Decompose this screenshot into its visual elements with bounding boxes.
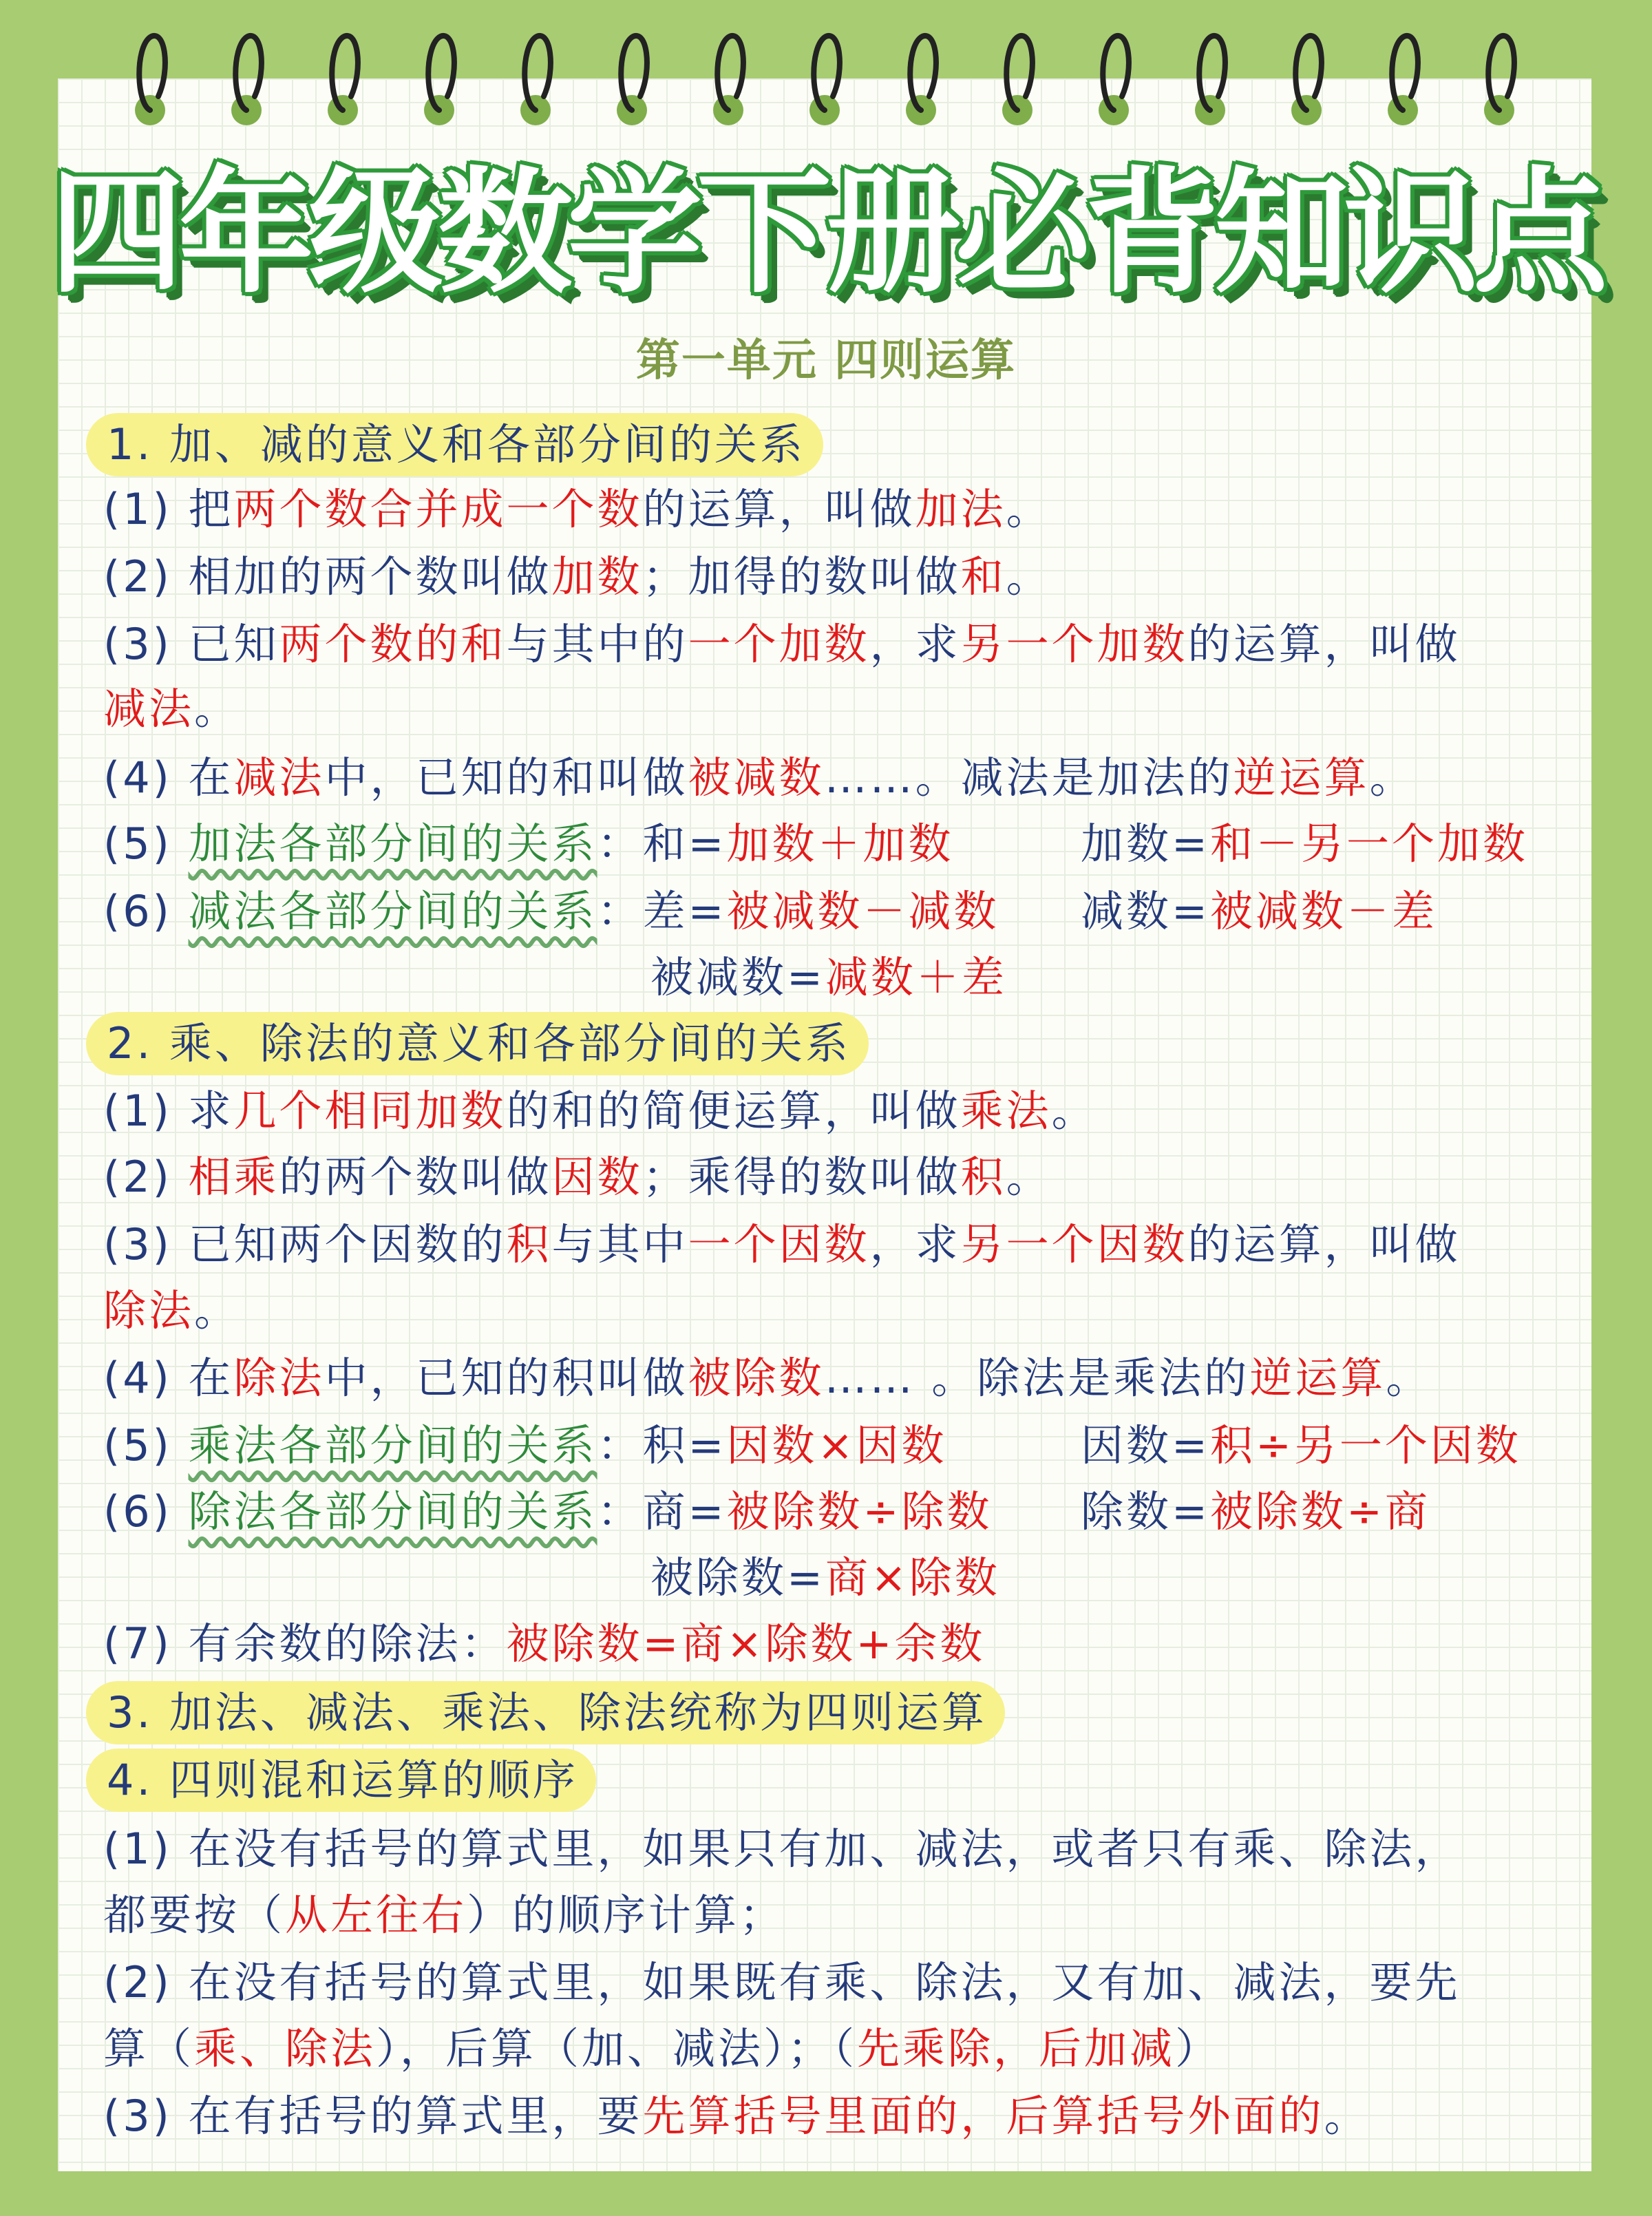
ring-icon xyxy=(805,28,847,131)
s1-point-2: (2) 相加的两个数叫做加数；加得的数叫做和。 xyxy=(103,551,1052,602)
section-1-heading: 1. 加、减的意义和各部分间的关系 xyxy=(86,413,823,476)
ring-icon xyxy=(1480,28,1521,131)
s2-point-3: (3) 已知两个因数的积与其中一个因数，求另一个因数的运算，叫做 xyxy=(103,1219,1461,1269)
s4-point-2: (2) 在没有括号的算式里，如果既有乘、除法，又有加、减法，要先 xyxy=(103,1957,1461,2007)
ring-icon xyxy=(131,28,172,131)
ring-icon xyxy=(227,28,268,131)
ring-icon xyxy=(1094,28,1136,131)
section-2-heading: 2. 乘、除法的意义和各部分间的关系 xyxy=(86,1012,869,1075)
ring-icon xyxy=(998,28,1039,131)
section-3-heading: 3. 加法、减法、乘法、除法统称为四则运算 xyxy=(86,1681,1005,1744)
s2-point-4: (4) 在除法中，已知的积叫做被除数…… 。除法是乘法的逆运算。 xyxy=(103,1353,1432,1403)
ring-icon xyxy=(324,28,365,131)
s1-point-4: (4) 在减法中，已知的和叫做被减数……。减法是加法的逆运算。 xyxy=(103,752,1415,803)
ring-icon xyxy=(516,28,558,131)
s2-point-6: (6) 除法各部分间的关系：商=被除数÷除数 除数=被除数÷商 xyxy=(103,1486,1430,1537)
s1-point-6-cont: 被减数=减数＋差 xyxy=(650,952,1007,1002)
spiral-binding xyxy=(0,28,1652,131)
s2-point-3-cont: 除法。 xyxy=(103,1285,240,1336)
s1-point-5: (5) 加法各部分间的关系：和=加数＋加数 加数=和－另一个加数 xyxy=(103,819,1528,869)
s4-point-1-cont: 都要按（从左往右）的顺序计算； xyxy=(103,1890,785,1940)
ring-icon xyxy=(1191,28,1232,131)
ring-icon xyxy=(902,28,943,131)
s4-point-3: (3) 在有括号的算式里，要先算括号里面的，后算括号外面的。 xyxy=(103,2091,1370,2141)
s1-point-6: (6) 减法各部分间的关系：差=被减数－减数 减数=被减数－差 xyxy=(103,886,1437,936)
s2-point-5: (5) 乘法各部分间的关系：积=因数×因数 因数=积÷另一个因数 xyxy=(103,1420,1521,1470)
ring-icon xyxy=(420,28,461,131)
s1-point-3: (3) 已知两个数的和与其中的一个加数，求另一个加数的运算，叫做 xyxy=(103,619,1461,669)
page-title: 四年级数学下册必背知识点 xyxy=(49,155,1602,312)
s2-point-2: (2) 相乘的两个数叫做因数；乘得的数叫做积。 xyxy=(103,1152,1052,1202)
s4-point-2-cont: 算（乘、除法），后算（加、减法）；（先乘除，后加减） xyxy=(103,2023,1221,2073)
s1-point-1: (1) 把两个数合并成一个数的运算，叫做加法。 xyxy=(103,484,1052,534)
ring-icon xyxy=(1384,28,1425,131)
ring-icon xyxy=(613,28,654,131)
s2-point-1: (1) 求几个相同加数的和的简便运算，叫做乘法。 xyxy=(103,1086,1097,1136)
s2-point-6-cont: 被除数=商×除数 xyxy=(650,1552,1000,1603)
section-4-heading: 4. 四则混和运算的顺序 xyxy=(86,1749,596,1812)
unit-subtitle: 第一单元 四则运算 xyxy=(635,335,1017,386)
s2-point-7: (7) 有余数的除法：被除数=商×除数+余数 xyxy=(103,1618,986,1669)
s4-point-1: (1) 在没有括号的算式里，如果只有加、减法，或者只有乘、除法， xyxy=(103,1824,1461,1874)
ring-icon xyxy=(1287,28,1328,131)
s1-point-3-cont: 减法。 xyxy=(103,684,240,734)
ring-icon xyxy=(709,28,750,131)
